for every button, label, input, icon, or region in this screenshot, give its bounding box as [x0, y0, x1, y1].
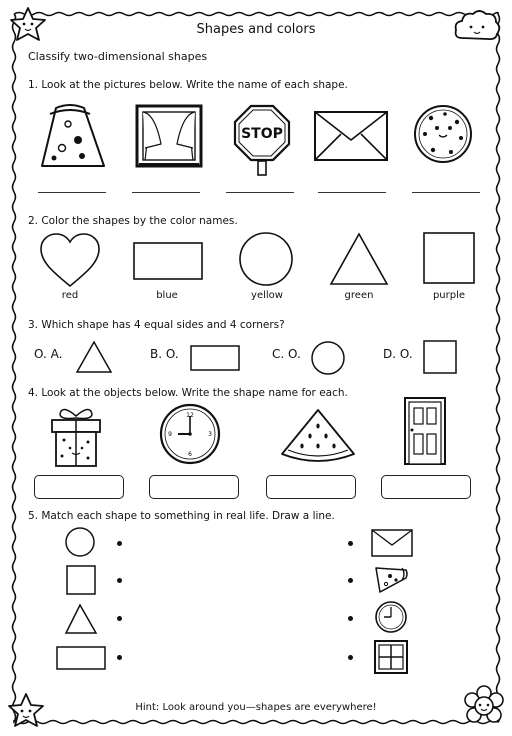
color-label-blue: blue	[156, 290, 178, 301]
answer-line[interactable]	[412, 192, 480, 193]
match-triangle-shape	[64, 603, 98, 635]
q3-prompt: 3. Which shape has 4 equal sides and 4 corners?	[28, 319, 285, 331]
match-pizza-slice-picture	[372, 562, 412, 596]
match-window-picture	[374, 640, 410, 676]
match-dot-right[interactable]	[348, 541, 353, 546]
answer-line[interactable]	[226, 192, 294, 193]
option-a-triangle[interactable]	[75, 340, 115, 376]
color-label-yellow: yellow	[251, 290, 283, 301]
worksheet-title: Shapes and colors	[196, 22, 316, 37]
option-c-circle[interactable]	[310, 340, 348, 378]
match-rectangle-shape	[56, 646, 108, 672]
match-circle-shape	[64, 526, 98, 560]
match-dot-left[interactable]	[117, 578, 122, 583]
hint-text: Hint: Look around you—shapes are everywhere!	[135, 702, 377, 713]
svg-text:6: 6	[188, 451, 192, 458]
match-dot-right[interactable]	[348, 578, 353, 583]
gift-box-picture	[48, 404, 108, 468]
option-b-label[interactable]: B. O.	[150, 347, 179, 361]
match-dot-right[interactable]	[348, 616, 353, 621]
answer-box[interactable]	[381, 475, 471, 499]
option-b-rectangle[interactable]	[190, 345, 242, 373]
square-shape[interactable]	[423, 232, 477, 286]
q2-prompt: 2. Color the shapes by the color names.	[28, 215, 238, 227]
stop-sign-text: STOP	[241, 126, 283, 142]
match-dot-left[interactable]	[117, 616, 122, 621]
watermelon-slice-picture	[280, 408, 356, 464]
match-clock-picture	[374, 600, 410, 636]
pizza-slice-picture	[38, 100, 108, 175]
rectangle-shape[interactable]	[133, 242, 205, 282]
clock-picture	[158, 402, 222, 466]
answer-line[interactable]	[38, 192, 106, 193]
door-picture	[401, 396, 451, 468]
svg-text:9: 9	[168, 431, 172, 438]
match-dot-left[interactable]	[117, 655, 122, 660]
answer-line[interactable]	[132, 192, 200, 193]
q1-prompt: 1. Look at the pictures below. Write the name of each shape.	[28, 79, 348, 91]
q5-prompt: 5. Match each shape to something in real life. Draw a line.	[28, 510, 335, 522]
answer-box[interactable]	[149, 475, 239, 499]
window-picture	[135, 104, 205, 174]
answer-line[interactable]	[318, 192, 386, 193]
match-dot-right[interactable]	[348, 655, 353, 660]
match-envelope-picture	[371, 529, 415, 559]
envelope-picture	[313, 110, 393, 170]
color-label-red: red	[61, 290, 79, 301]
match-dot-left[interactable]	[117, 541, 122, 546]
option-d-label[interactable]: D. O.	[383, 347, 413, 361]
worksheet-subtitle: Classify two-dimensional shapes	[28, 50, 208, 63]
option-c-label[interactable]: C. O.	[272, 347, 301, 361]
svg-text:3: 3	[208, 431, 212, 438]
stop-sign-picture	[233, 104, 293, 179]
circle-shape[interactable]	[238, 231, 296, 289]
cookie-picture	[413, 104, 473, 166]
q4-prompt: 4. Look at the objects below. Write the shape name for each.	[28, 387, 348, 399]
option-a-label[interactable]: O. A.	[34, 347, 63, 361]
answer-box[interactable]	[34, 475, 124, 499]
svg-text:12: 12	[186, 412, 194, 419]
option-d-square[interactable]	[423, 340, 459, 376]
triangle-shape[interactable]	[329, 232, 391, 288]
match-square-shape	[66, 565, 98, 597]
answer-box[interactable]	[266, 475, 356, 499]
color-label-purple: purple	[432, 290, 466, 301]
heart-shape[interactable]	[39, 232, 101, 288]
color-label-green: green	[344, 290, 374, 301]
